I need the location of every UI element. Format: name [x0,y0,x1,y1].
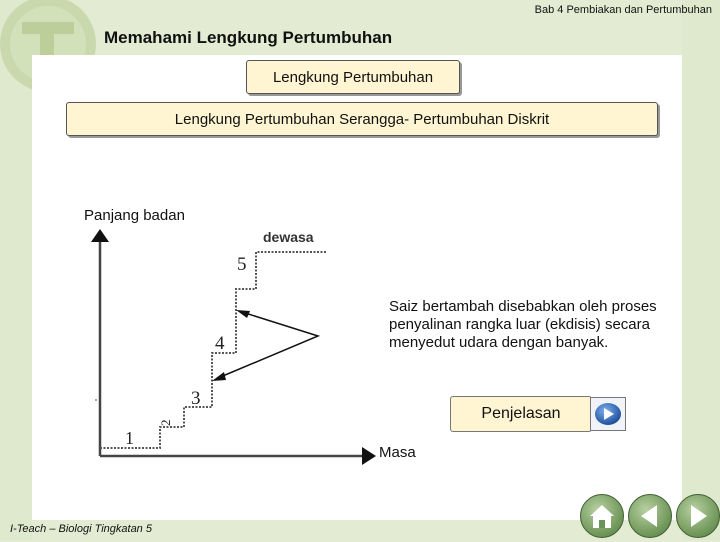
home-icon [581,495,623,537]
adult-label: dewasa [263,229,314,245]
forward-button[interactable] [676,494,720,538]
stage-label-1: 1 [125,428,134,448]
stage-label-2: 2 [158,419,173,426]
chapter-header: Bab 4 Pembiakan dan Pertumbuhan [534,4,712,16]
x-axis-label: Masa [379,444,416,461]
back-icon [629,495,671,537]
pointer-lines [218,312,318,378]
y-axis-arrow [91,229,109,242]
explanation-text: Saiz bertambah disebabkan oleh proses penyalinan rangka luar (ekdisis) secara menyedut udara dengan banyak. [389,298,657,351]
arrow-head-upper [236,310,250,318]
play-button[interactable] [590,397,626,431]
subtitle-box: Lengkung Pertumbuhan [246,60,460,94]
y-axis-label: Panjang badan [84,207,185,224]
x-axis-arrow [362,447,376,465]
explanation-button[interactable]: Penjelasan [450,396,592,432]
arrow-head-lower [212,372,226,381]
page-title: Memahami Lengkung Pertumbuhan [104,28,393,47]
stage-label-5: 5 [237,254,247,275]
stage-label-3: 3 [191,388,201,409]
forward-icon [677,495,719,537]
play-icon [591,398,625,430]
stage-label-4: 4 [215,333,225,354]
topic-box: Lengkung Pertumbuhan Serangga- Pertumbuhan Diskrit [66,102,658,136]
back-button[interactable] [628,494,672,538]
footer-text: I-Teach – Biologi Tingkatan 5 [10,523,152,535]
home-button[interactable] [580,494,624,538]
growth-step-line [100,252,327,448]
